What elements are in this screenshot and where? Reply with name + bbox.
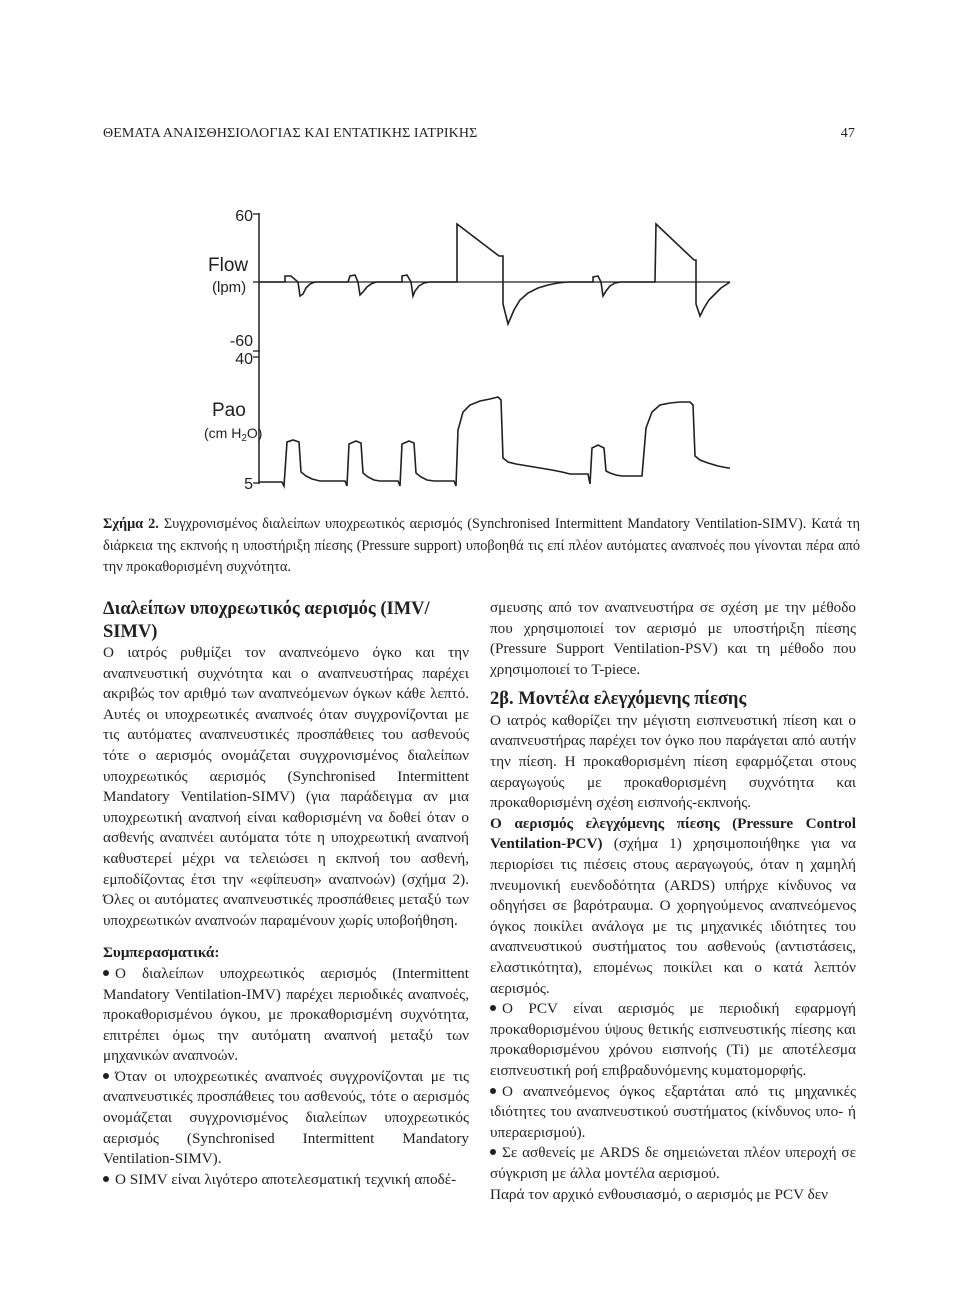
summary-title: Συμπερασματικά: — [103, 944, 220, 962]
pcv-paragraph-1: Ο ιατρός καθορίζει την μέγιστη εισπνευστική πίεση και ο αναπνευστήρας παρέχει τον όγκο που παράγεται από αυτήν την πίεση. Η προκαθορισμένη πίεση εφαρμόζεται στους αεραγωγούς με προκαθορισμένη συχνότητα και προκαθορισμένη σχέση εισπνοής-εκπνοής. — [490, 711, 856, 812]
caption-text: Συγχρονισμένος διαλείπων υποχρεωτικός αερισμός (Synchronised Intermittent Mandatory Ventilation-SIMV). Κατά τη διάρκεια της εκπνοής η υποστήριξη πίεσης (Pressure support) υποβοηθά τις επί πλέον αυτόματες αναπνοές που γίνονται πέρα από την προκαθορισμένη συχνότητα. — [103, 516, 861, 575]
pao-waveform — [259, 397, 730, 486]
pao-label: Pao — [212, 400, 246, 421]
waveform-svg — [190, 200, 750, 500]
journal-title: ΘΕΜΑΤΑ ΑΝΑΙΣΘΗΣΙΟΛΟΓΙΑΣ ΚΑΙ ΕΝΤΑΤΙΚΗΣ ΙΑΤΡΙΚΗΣ — [103, 126, 478, 141]
left-column — [103, 598, 469, 1190]
pao-tick-bottom: 5 — [244, 476, 253, 493]
summary-bullet: Όταν οι υποχρεωτικές αναπνοές συγχρονίζονται με τις αναπνευστικές προσπάθειες του ασθενούς, τότε ο αερισμός ονομάζεται συγχρονισμένος διαλείπων υποχρεωτικός αερισμός (Synchronised Intermittent Mandatory Ventilation-SIMV). — [103, 1067, 469, 1168]
flow-unit: (lpm) — [212, 279, 247, 296]
imv-paragraph: Ο ιατρός ρυθμίζει τον αναπνεόμενο όγκο και την αναπνευστική συχνότητα και ο αναπνευστήρας παρέχει ακριβώς τον αριθμό των αναπνεόμενων όγκων κάθε λεπτό. Αυτές οι υποχρεωτικές αναπνοές όταν συγχρονίζονται με τις αυτόματες αναπνευστικές προσπάθειες του ασθενούς τότε ο αερισμός ονομάζεται συγχρονισμένος διαλείπων υποχρεωτικός αερισμός (Synchronised Intermittent Mandatory Ventilation-SIMV) (για παράδειγμα αν μια υποχρεωτική αναπνοή είναι καθορισμένη να δοθεί όταν ο ασθενής αναπνέει αυτόματα τότε η υποχρεωτική αναπνοή καθυστερεί μέχρι να τελειώσει η εκπνοή του ασθενή, εμποδίζοντας έτσι την «εφίπευση» αναπνοών) (σχήμα 2). Όλες οι αυτόματες αναπνευστικές προσπάθειες μεταξύ των υποχρεωτικών αναπνοών παραμένουν χωρίς υποβοήθηση. — [103, 644, 469, 929]
flow-tick-bottom: -60 — [229, 333, 253, 350]
waveform-figure — [190, 200, 750, 500]
closing-paragraph: Παρά τον αρχικό ενθουσιασμό, ο αερισμός με PCV δεν — [490, 1185, 828, 1203]
summary-bullet: Ο SIMV είναι λιγότερο αποτελεσματική τεχνική αποδέ- — [103, 1170, 469, 1191]
figure-caption — [103, 514, 860, 579]
pcv-paragraph-2: Ο αερισμός ελεγχόμενης πίεσης (Pressure Control Ventilation-PCV) (σχήμα 1) χρησιμοποιήθηκε για να περιορίσει τις πιέσεις στους αεραγωγούς, όταν η χαμηλή πνευμονική ευενδοδότητα (ARDS) υπήρχε κίνδυνος να οδηγήσει σε βαρότραυμα. Ο χορηγούμενος αναπνεόμενος όγκος ποικίλει ανάλογα με τις μηχανικές ιδιότητες του αναπνευστικού συστήματος του ασθενούς (αντιστάσεις, ελαστικότητα), επομένως ποικίλει και ο κατά λεπτόν αερισμός. — [490, 814, 856, 997]
bullet-icon — [103, 1176, 109, 1182]
pcv-heading: 2β. Μοντέλα ελεγχόμενης πίεσης — [490, 689, 747, 710]
page-number: 47 — [840, 126, 855, 141]
flow-tick-top: 60 — [235, 208, 253, 225]
flow-label: Flow — [208, 255, 249, 276]
running-header — [103, 126, 855, 142]
bullet-icon — [490, 1149, 496, 1155]
bullet-icon — [490, 1088, 496, 1094]
bullet-icon — [490, 1005, 496, 1011]
pcv-bullet: Ο PCV είναι αερισμός με περιοδική εφαρμογή προκαθορισμένου ύψους θετικής εισπνευστικής πίεσης και προκαθορισμένου χρόνου εισπνοής (Ti) με αποτέλεσμα εισπνευστική ροή επιβραδυνόμενης κυματομορφής. — [490, 1000, 856, 1079]
imv-heading: Διαλείπων υποχρεωτικός αερισμός (IMV/ SIMV) — [103, 599, 430, 642]
pcv-bullet: Σε ασθενείς με ARDS δε σημειώνεται πλέον υπεροχή σε σύγκριση με άλλα μοντέλα αερισμού. — [490, 1144, 856, 1182]
bullet-icon — [103, 1073, 109, 1079]
bullet-icon — [103, 970, 109, 976]
continuation-paragraph: σμευσης από τον αναπνευστήρα σε σχέση με την μέθοδο που χρησιμοποιεί τον αερισμό με υποστήριξη πίεσης (Pressure Support Ventilation-PSV) και τη μέθοδο που χρησιμοποιεί το T-piece. — [490, 599, 856, 678]
summary-bullet: Ο διαλείπων υποχρεωτικός αερισμός (Intermittent Mandatory Ventilation-IMV) παρέχει περιοδικές αναπνοές, προκαθορισμένου όγκου, με προκαθορισμένη συχνότητα, επιτρέπει όμως την αυτόματη αναπνοή μεταξύ των μηχανικών αναπνοών. — [103, 964, 469, 1065]
flow-waveform — [259, 224, 730, 324]
caption-label: Σχήμα 2. — [103, 516, 159, 532]
right-column — [490, 598, 856, 1205]
pao-unit: (cm $H_2O$) — [204, 425, 263, 444]
pcv-bullet: Ο αναπνεόμενος όγκος εξαρτάται από τις μηχανικές ιδιότητες του αναπνευστικού συστήματος (κίνδυνος υπο- ή υπεραερισμού). — [490, 1082, 856, 1141]
pao-tick-top: 40 — [235, 351, 253, 368]
